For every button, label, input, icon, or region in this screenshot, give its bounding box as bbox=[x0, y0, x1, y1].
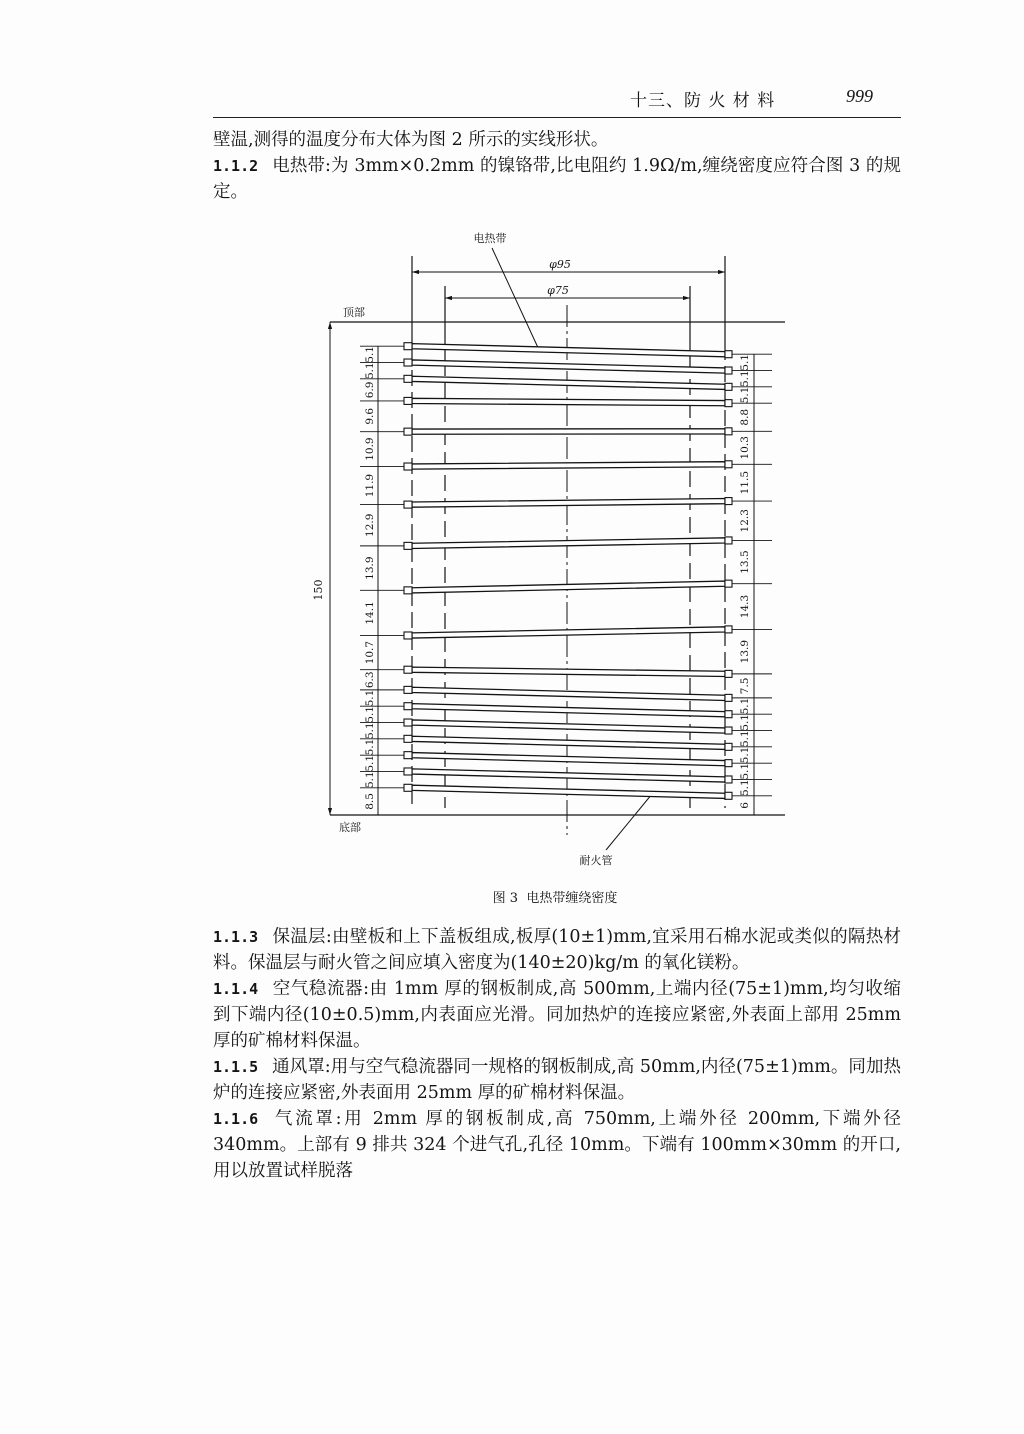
section-number: 1.1.2 bbox=[213, 157, 259, 175]
turn-end-left bbox=[404, 542, 412, 549]
left-spacing-label: 6.9 bbox=[364, 381, 376, 399]
turn-end-right bbox=[725, 727, 732, 734]
left-spacing-label: 8.5 bbox=[364, 793, 376, 810]
left-spacing-label: 5.1 bbox=[364, 706, 376, 723]
turn-end-left bbox=[404, 463, 412, 470]
turn-end-left bbox=[404, 752, 412, 759]
heating-strip-leader bbox=[492, 248, 540, 352]
heating-strip-turn bbox=[412, 704, 725, 717]
heating-strip-turn bbox=[412, 398, 725, 405]
right-spacing-label: 5.1 bbox=[739, 730, 751, 748]
running-head-section: 十三、防 火 材 料 bbox=[630, 91, 776, 111]
heating-strip-turn bbox=[412, 538, 725, 549]
section-number: 1.1.6 bbox=[213, 1110, 259, 1128]
turn-end-left bbox=[404, 359, 412, 366]
right-spacing-label: 5.1 bbox=[739, 386, 751, 404]
right-spacing-label: 5.1 bbox=[739, 370, 751, 388]
turn-end-right bbox=[725, 694, 732, 701]
right-spacing-label: 12.3 bbox=[739, 509, 751, 533]
turn-end-left bbox=[404, 343, 412, 350]
right-spacing-label: 5.1 bbox=[739, 714, 751, 731]
right-spacing-label: 11.5 bbox=[739, 470, 751, 495]
page-number: 999 bbox=[846, 86, 873, 106]
turn-end-right bbox=[725, 367, 732, 374]
outer-diameter-label: φ95 bbox=[549, 258, 571, 271]
left-spacing-label: 10.7 bbox=[364, 640, 376, 665]
heating-strip-turn bbox=[412, 687, 725, 700]
left-spacing-label: 9.6 bbox=[364, 407, 376, 425]
height-label: 150 bbox=[312, 579, 325, 601]
paragraph-1-1-3 bbox=[213, 924, 901, 976]
heating-strip-turn bbox=[412, 753, 725, 766]
heating-strip-turn bbox=[412, 581, 725, 593]
turn-end-right bbox=[725, 498, 732, 505]
left-spacing-label: 14.1 bbox=[364, 601, 376, 625]
inner-diameter-label: φ75 bbox=[547, 284, 569, 297]
heating-strip-turn bbox=[412, 498, 725, 507]
turn-end-right bbox=[725, 428, 732, 435]
top-label: 顶部 bbox=[343, 306, 365, 319]
turn-end-right bbox=[725, 670, 732, 677]
heating-strip-turn bbox=[412, 627, 725, 638]
right-spacing-label: 8.8 bbox=[739, 408, 751, 426]
paragraph-text: 气流罩:用 2mm 厚的钢板制成,高 750mm,上端外径 200mm,下端外径 340mm。上部有 9 排共 324 个进气孔,孔径 10mm。下端有 100mm×30mm 的开口,用以放置试样脱落 bbox=[213, 1109, 901, 1181]
section-number: 1.1.3 bbox=[213, 928, 259, 946]
right-spacing-label: 5.1 bbox=[739, 354, 751, 371]
turn-end-right bbox=[725, 537, 732, 544]
heating-strip-turn bbox=[412, 344, 725, 357]
right-spacing-label: 14.3 bbox=[739, 594, 751, 619]
section-number: 1.1.5 bbox=[213, 1058, 259, 1076]
left-spacing-label: 6.3 bbox=[364, 671, 376, 689]
turn-end-right bbox=[725, 743, 732, 750]
turn-end-left bbox=[404, 703, 412, 710]
turn-end-right bbox=[725, 400, 732, 407]
heating-strip-turn bbox=[412, 376, 725, 389]
turn-end-right bbox=[725, 711, 732, 718]
figure-3-diagram bbox=[300, 225, 800, 875]
header-rule bbox=[213, 117, 901, 118]
section-number: 1.1.4 bbox=[213, 980, 259, 998]
turn-end-left bbox=[404, 719, 412, 726]
right-spacing-label: 5.1 bbox=[739, 779, 751, 796]
turn-end-left bbox=[404, 397, 412, 404]
heating-strip-turn bbox=[412, 720, 725, 733]
turn-end-left bbox=[404, 735, 412, 742]
right-spacing-label: 6 bbox=[739, 802, 751, 809]
heating-strip-label: 电热带 bbox=[473, 232, 507, 245]
heating-strip-turn bbox=[412, 736, 725, 749]
turn-end-right bbox=[725, 626, 732, 633]
heating-strip-turn bbox=[412, 667, 725, 676]
text-after-figure bbox=[213, 924, 901, 1184]
heating-strip-turn bbox=[412, 360, 725, 373]
right-spacing-label: 13.5 bbox=[739, 550, 751, 574]
heating-strip-turn bbox=[412, 769, 725, 782]
heating-strip-turn bbox=[412, 462, 725, 469]
paragraph-1-1-5 bbox=[213, 1054, 901, 1106]
right-spacing-label: 5.1 bbox=[739, 746, 751, 764]
turn-end-left bbox=[404, 587, 412, 594]
heating-strip-turn bbox=[412, 785, 725, 798]
right-spacing-label: 10.3 bbox=[739, 436, 751, 460]
turn-end-right bbox=[725, 461, 732, 468]
turn-end-left bbox=[404, 784, 412, 791]
paragraph-1-1-6 bbox=[213, 1106, 901, 1184]
turn-end-right bbox=[725, 760, 732, 767]
refractory-tube-leader bbox=[606, 794, 652, 850]
turn-end-right bbox=[725, 351, 732, 358]
right-spacing-label: 13.9 bbox=[739, 639, 751, 664]
left-spacing-label: 10.9 bbox=[364, 437, 376, 461]
right-spacing-label: 5.1 bbox=[739, 697, 751, 715]
paragraph-text: 通风罩:用与空气稳流器同一规格的钢板制成,高 50mm,内径(75±1)mm。同加热炉的连接应紧密,外表面用 25mm 厚的矿棉材料保温。 bbox=[213, 1057, 901, 1103]
paragraph-text: 空气稳流器:由 1mm 厚的钢板制成,高 500mm,上端内径(75±1)mm,均匀收缩到下端内径(10±0.5)mm,内表面应光滑。同加热炉的连接应紧密,外表面上部用 25mm 厚的矿棉材料保温。 bbox=[213, 979, 901, 1051]
left-spacing-label: 5.1 bbox=[364, 362, 376, 380]
left-spacing-label: 5.1 bbox=[364, 689, 376, 707]
left-spacing-label: 12.9 bbox=[364, 513, 376, 537]
paragraph-continuation: 壁温,测得的温度分布大体为图 2 所示的实线形状。 bbox=[213, 130, 609, 150]
refractory-tube-label: 耐火管 bbox=[579, 854, 613, 867]
paragraph-text: 电热带:为 3mm×0.2mm 的镍铬带,比电阻约 1.9Ω/m,缠绕密度应符合图 3 的规定。 bbox=[213, 156, 901, 202]
paragraph-text: 保温层:由壁板和上下盖板组成,板厚(10±1)mm,宜采用石棉水泥或类似的隔热材料。保温层与耐火管之间应填入密度为(140±20)kg/m 的氧化镁粉。 bbox=[213, 927, 901, 973]
turn-end-right bbox=[725, 580, 732, 587]
turn-end-left bbox=[404, 428, 412, 435]
turn-end-right bbox=[725, 792, 732, 799]
left-spacing-label: 5.1 bbox=[364, 771, 376, 788]
right-spacing-label: 5.1 bbox=[739, 762, 751, 780]
turn-end-left bbox=[404, 632, 412, 639]
left-spacing-label: 11.9 bbox=[364, 473, 376, 498]
left-spacing-label: 5.1 bbox=[364, 346, 376, 363]
left-spacing-label: 5.1 bbox=[364, 722, 376, 740]
figure-caption: 图 3 电热带缠绕密度 bbox=[492, 891, 618, 906]
turn-end-right bbox=[725, 776, 732, 783]
turn-end-left bbox=[404, 666, 412, 673]
right-spacing-label: 7.5 bbox=[739, 677, 751, 695]
turn-end-right bbox=[725, 383, 732, 390]
turn-end-left bbox=[404, 686, 412, 693]
turn-end-left bbox=[404, 501, 412, 508]
left-spacing-label: 5.1 bbox=[364, 754, 376, 772]
heating-strip-turn bbox=[412, 429, 725, 435]
turn-end-left bbox=[404, 768, 412, 775]
left-spacing-label: 13.9 bbox=[364, 556, 376, 580]
text-before-figure bbox=[213, 127, 901, 205]
paragraph-1-1-4 bbox=[213, 976, 901, 1054]
paragraph-1-1-2 bbox=[213, 153, 901, 205]
bottom-label: 底部 bbox=[339, 821, 361, 834]
turn-end-left bbox=[404, 375, 412, 382]
left-spacing-label: 5.1 bbox=[364, 738, 376, 756]
